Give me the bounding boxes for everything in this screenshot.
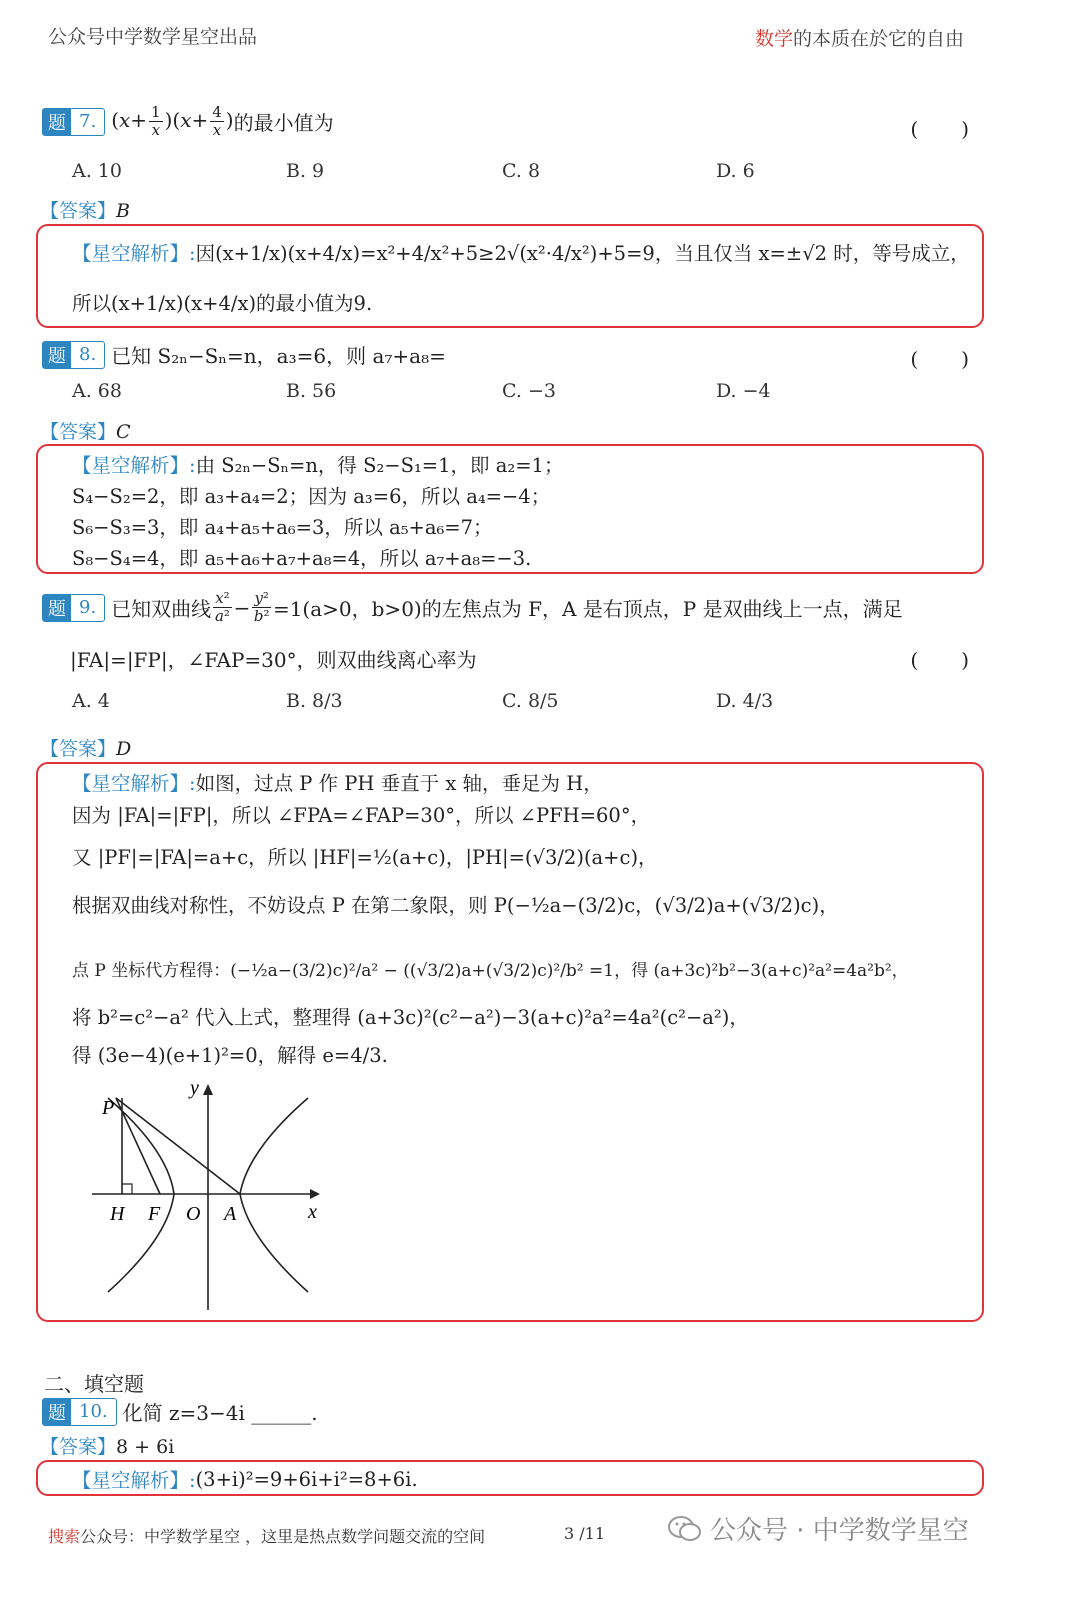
q8-sol-line2 [72,481,550,509]
q9-option-d: D. 4/3 [716,690,774,712]
label-H: H [110,1203,125,1225]
section-title: 二、填空题 [44,1372,144,1396]
q9-frac-y: $\frac{\text{y²}}{\text{b²}}$ [253,589,270,625]
q8-sol-line1 [72,450,563,478]
q9-sol6: 将 b²=c²−a² 代入上式，整理得 (a+3c)²(c²−a²)−3(a+c)²a²=4a²(c²−a²)， [72,1006,749,1029]
q8-number: 8. [79,344,97,365]
q9-sol5: 点 P 坐标代方程得：(−½a−(3/2)c)²/a² − ((√3/2)a+(√3/2)c)²/b² =1，得 (a+3c)²b²−3(a+c)²a²=4a²b²， [72,961,909,981]
header-left: 公众号中学数学星空出品 [48,26,258,48]
q7-answer-value: B [116,200,130,222]
q7-tag-label: 题 [43,109,71,135]
q8-sol2: S₄−S₂=2，即 a₃+a₄=2；因为 a₃=6，所以 a₄=−4； [72,485,551,508]
q9-answer [40,734,131,761]
q7-answer-label: 【答案】 [40,200,117,222]
q8-paren: ( ) [910,347,970,371]
q9-sol4: 根据双曲线对称性，不妨设点 P 在第二象限，则 P(−½a−(3/2)c，(√3/2)a+(√3/2)c)， [72,894,839,917]
q10-sol1: (3+i)²=9+6i+i²=8+6i. [195,1467,418,1491]
q9-answer-label: 【答案】 [40,738,117,760]
q9-option-b: B. 8/3 [286,690,343,712]
q8-stem-text: 已知 S₂ₙ−Sₙ=n，a₃=6，则 a₇+a₈= [111,344,446,368]
page-number: 3 /11 [564,1524,606,1543]
footer-rest: 公众号：中学数学星空 ，这里是热点数学问题交流的空间 [80,1527,486,1546]
q9-sol-line1 [72,768,603,796]
q9-option-c: C. 8/5 [502,690,559,712]
q8-sol3: S₆−S₃=3，即 a₄+a₅+a₆=3，所以 a₅+a₆=7； [72,516,493,539]
label-O: O [186,1203,201,1225]
q8-answer [40,417,131,444]
x-axis-arrow [310,1189,320,1199]
q8-stem [42,340,446,369]
q9-stem1a: 已知双曲线 [111,597,212,621]
right-angle-mark [122,1184,132,1194]
header-right-rest: 的本质在於它的自由 [792,28,964,50]
hyperbola-right-branch [240,1098,308,1292]
q9-stem-line2: |FA|=|FP|，∠FAP=30°，则双曲线离心率为 [70,648,477,672]
q9-number: 9. [79,597,97,618]
q8-option-d: D. −4 [716,380,771,402]
watermark-text: 公众号 · 中学数学星空 [710,1516,969,1546]
q8-option-a: A. 68 [72,380,122,402]
q7-sol1: 因(x+1/x)(x+4/x)=x²+4/x²+5≥2√(x²·4/x²)+5=9，当且仅当 x=±√2 时，等号成立， [195,242,970,265]
hyperbola-left-branch [108,1098,174,1292]
label-x: x [308,1201,317,1223]
q7-option-d: D. 6 [716,160,755,182]
q10-answer-value: 8 + 6i [116,1436,175,1458]
q8-sol-label: 【星空解析】: [72,454,196,477]
wechat-icon [668,1515,702,1543]
q9-sol7: 得 (3e−4)(e+1)²=0，解得 e=4/3. [72,1044,388,1067]
q7-tag [42,108,105,136]
q7-sol2: 所以(x+1/x)(x+4/x)的最小值为9. [72,292,373,315]
q8-sol-line4 [72,543,531,571]
q7-sol-line1 [72,238,970,266]
q9-stem1b: =1(a>0，b>0)的左焦点为 F，A 是右顶点，P 是双曲线上一点，满足 [272,597,903,621]
q10-stem [42,1397,318,1426]
q10-tag-label: 题 [43,1399,71,1425]
q9-solution-box [36,762,984,1322]
q9-sol-line7 [72,1040,388,1068]
q8-option-b: B. 56 [286,380,337,402]
header-right [755,24,964,51]
q9-sol-line3 [72,842,658,870]
q8-sol4: S₈−S₄=4，即 a₅+a₆+a₇+a₈=4，所以 a₇+a₈=−3. [72,547,532,570]
q10-sol-label: 【星空解析】: [72,1469,196,1492]
q7-stem-tail: 的最小值为 [233,111,334,135]
q7-answer [40,196,130,223]
q7-stem [42,104,334,139]
q7-sol-label: 【星空解析】: [72,242,196,265]
q8-sol-line3 [72,512,493,540]
q9-tag [42,594,105,622]
line-PA [116,1098,240,1194]
q7-solution-box [36,224,984,328]
q10-tag [42,1398,117,1426]
y-axis-arrow [203,1084,213,1095]
q7-option-c: C. 8 [502,160,541,182]
q10-number: 10. [79,1401,108,1422]
q8-answer-label: 【答案】 [40,421,117,443]
q7-option-a: A. 10 [72,160,122,182]
q9-sol-line5 [72,956,909,981]
q9-sol2: 因为 |FA|=|FP|，所以 ∠FPA=∠FAP=30°，所以 ∠PFH=60°， [72,804,651,827]
label-A: A [224,1203,237,1225]
q9-sol3: 又 |PF|=|FA|=a+c，所以 |HF|=½(a+c)，|PH|=(√3/2)(a+c)， [72,846,658,869]
q9-stem-line1: 题 9. 已知双曲线 $\frac{\text{x²}}{\text{a²}}$ − $\frac{\text{y²}}{\text{b²}}$ =1(a>0，b>0)的左焦点为 F，A 是右顶点，P 是双曲线上一点，满足 [42,590,903,625]
q9-sol-line2 [72,800,650,828]
q8-answer-value: C [116,421,131,443]
q10-stem-text: 化简 z=3−4i ______. [122,1401,318,1425]
q8-tag [42,341,105,369]
footer-red: 搜索 [48,1527,81,1546]
q9-paren: ( ) [910,648,970,672]
q7-paren: ( ) [910,117,970,141]
q9-sol-line4 [72,890,839,918]
q8-option-c: C. −3 [502,380,556,402]
q8-solution-box [36,444,984,574]
header-right-red: 数学 [754,28,793,50]
footer-text [48,1524,485,1547]
q9-frac-x: $\frac{\text{x²}}{\text{a²}}$ [214,589,230,625]
q7-number: 7. [79,111,97,132]
q8-sol1: 由 S₂ₙ−Sₙ=n，得 S₂−S₁=1，即 a₂=1； [195,454,564,477]
q9-sol1: 如图，过点 P 作 PH 垂直于 x 轴，垂足为 H， [195,772,603,795]
q9-sol-label: 【星空解析】: [72,772,196,795]
q8-tag-label: 题 [43,342,71,368]
watermark [668,1510,969,1547]
q9-tag-label: 题 [43,595,71,621]
q10-solution-box [36,1460,984,1496]
q7-sol-line2 [72,288,372,316]
q9-sol-line6 [72,1002,749,1030]
label-y: y [190,1078,199,1099]
q10-sol-line1 [72,1465,418,1493]
hyperbola-figure [88,1078,388,1314]
q10-answer-label: 【答案】 [40,1436,117,1458]
q9-option-a: A. 4 [72,690,110,712]
q7-option-b: B. 9 [286,160,325,182]
q10-answer [40,1432,174,1459]
label-F: F [148,1203,161,1225]
q9-answer-value: D [116,738,132,760]
label-P: P [102,1097,115,1119]
q7-expression: (x+ $\frac{1}{x}$ )(x+ $\frac{4}{x}$ ) [111,103,234,139]
